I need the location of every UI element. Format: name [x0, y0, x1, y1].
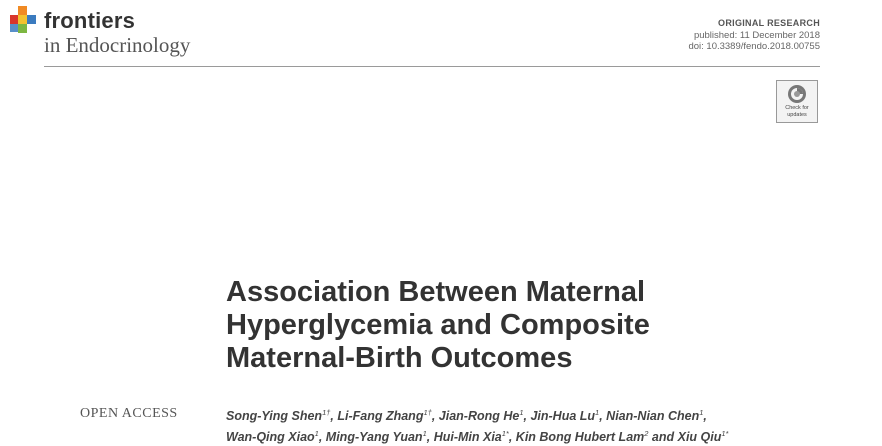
check-for-updates-line1: Check for — [785, 105, 809, 111]
author-name[interactable]: Song-Ying Shen$^{1\dagger}$ — [226, 408, 331, 424]
author-name[interactable]: Jian-Rong He$^1$ — [438, 408, 524, 424]
author-name[interactable]: Xiu Qiu$^{1*}$ — [677, 429, 729, 445]
check-for-updates-line2: updates — [787, 112, 807, 118]
author-affiliation-marker: 1 — [699, 408, 704, 417]
open-access-label: OPEN ACCESS — [80, 406, 178, 421]
article-title — [226, 276, 786, 375]
article-type: ORIGINAL RESEARCH — [718, 18, 820, 28]
brand-name: frontiers — [44, 8, 136, 33]
article-title-line: Maternal-Birth Outcomes — [226, 342, 573, 374]
author-affiliation-marker: 1† — [322, 408, 331, 417]
author-name[interactable]: Jin-Hua Lu$^1$ — [530, 408, 600, 424]
author-affiliation-marker: 1* — [721, 429, 729, 439]
published-date: published: 11 December 2018 — [693, 29, 820, 41]
article-meta — [688, 18, 820, 53]
author-affiliation-marker: 1† — [423, 408, 432, 417]
author-name[interactable]: Wan-Qing Xiao$^1$ — [226, 429, 319, 445]
author-affiliation-marker: 1* — [501, 429, 509, 439]
check-for-updates-button[interactable] — [776, 80, 818, 123]
author-affiliation-marker: 1 — [519, 408, 524, 417]
author-name[interactable]: Li-Fang Zhang$^{1\dagger}$ — [337, 408, 432, 424]
journal-logo[interactable] — [10, 6, 270, 62]
article-title-line: Hyperglycemia and Composite — [226, 309, 650, 341]
check-for-updates-icon — [787, 84, 807, 104]
author-affiliation-marker: 2 — [644, 429, 649, 439]
author-name[interactable]: Kin Bong Hubert Lam$^2$ — [515, 429, 649, 445]
author-name[interactable]: Ming-Yang Yuan$^1$ — [325, 429, 427, 445]
author-name[interactable]: Nian-Nian Chen$^1$ — [606, 408, 704, 424]
author-affiliation-marker: 1 — [595, 408, 600, 417]
frontiers-logo-mark-icon — [10, 6, 38, 40]
doi-link[interactable]: doi: 10.3389/fendo.2018.00755 — [688, 41, 820, 52]
author-affiliation-marker: 1 — [422, 429, 427, 439]
journal-name: in Endocrinology — [44, 33, 191, 57]
author-list: Song-Ying Shen$^{1\dagger}$, Li-Fang Zhang$^{1\dagger}$, Jian-Rong He$^1$, Jin-Hua Lu$^1$, Nian-Nian Chen$^1$, Wan-Qing Xiao$^1$, Ming-Yang Yuan$^1$, Hui-Min Xia$^{1*}$, Kin Bong Hubert Lam$^2$ and Xiu Qiu$^{1*}$ — [226, 408, 729, 445]
article-title-line: Association Between Maternal — [226, 276, 645, 308]
author-name[interactable]: Hui-Min Xia$^{1*}$ — [433, 429, 509, 445]
header-divider — [44, 66, 820, 67]
author-affiliation-marker: 1 — [314, 429, 319, 439]
